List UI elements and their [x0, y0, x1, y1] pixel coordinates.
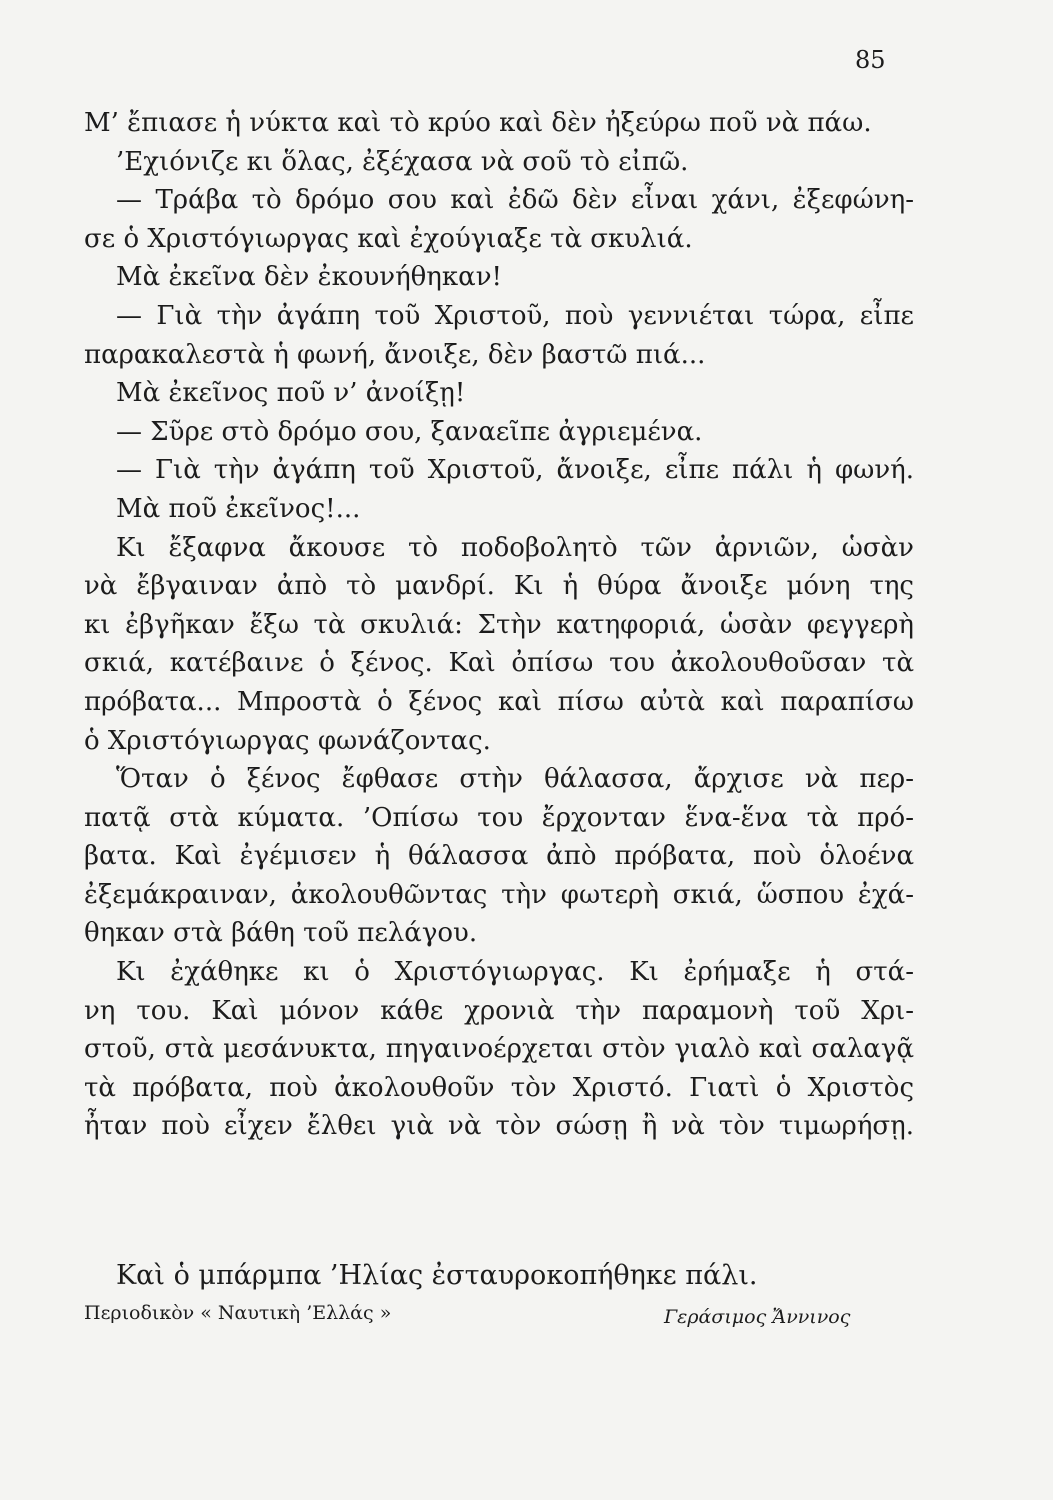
text-line: ἐξεμάκραιναν, ἀκολουθῶντας τὴν φωτερὴ σκιά, ὥσπου ἐχά-: [84, 879, 914, 910]
text-line: — Γιὰ τὴν ἀγάπη τοῦ Χριστοῦ, ἄνοιξε, εἶπε πάλι ἡ φωνή.: [116, 455, 914, 486]
source-citation: Περιοδικὸν « Ναυτικὴ ’Ελλάς »: [84, 1302, 392, 1324]
text-line: σε ὁ Χριστόγιωργας καὶ ἐχούγιαξε τὰ σκυλιά.: [84, 223, 693, 254]
text-line: κι ἐβγῆκαν ἔξω τὰ σκυλιά: Στὴν κατηφοριά, ὡσὰν φεγγερὴ: [84, 609, 914, 640]
text-line: νὰ ἔβγαιναν ἀπὸ τὸ μανδρί. Κι ἡ θύρα ἄνοιξε μόνη της: [84, 571, 914, 602]
text-line: Κι ἔξαφνα ἄκουσε τὸ ποδοβολητὸ τῶν ἀρνιῶν, ὡσὰν: [116, 532, 914, 563]
text-line: στοῦ, στὰ μεσάνυκτα, πηγαινοέρχεται στὸν γιαλὸ καὶ σαλαγᾷ: [84, 1034, 914, 1065]
page-number: 85: [855, 46, 886, 74]
text-line: Μὰ ἐκεῖνος ποῦ ν’ ἀνοίξῃ!: [116, 378, 466, 409]
text-line: βατα. Καὶ ἐγέμισεν ἡ θάλασσα ἀπὸ πρόβατα, ποὺ ὁλοένα: [84, 841, 914, 872]
text-line: σκιά, κατέβαινε ὁ ξένος. Καὶ ὀπίσω του ἀκολουθοῦσαν τὰ: [84, 648, 914, 679]
text-line: Μὰ ἐκεῖνα δὲν ἐκουνήθηκαν!: [116, 262, 502, 293]
text-line: ὁ Χριστόγιωργας φωνάζοντας.: [84, 725, 491, 756]
text-line: — Σῦρε στὸ δρόμο σου, ξαναεῖπε ἀγριεμένα.: [116, 416, 703, 447]
author-name: Γεράσιμος Ἄννινος: [664, 1306, 851, 1328]
text-line: Μὰ ποῦ ἐκεῖνος!...: [116, 493, 361, 524]
text-line: ’Εχιόνιζε κι ὅλας, ἐξέχασα νὰ σοῦ τὸ εἰπῶ.: [116, 146, 689, 177]
closing-line: Καὶ ὁ μπάρμπα ’Ηλίας ἐσταυροκοπήθηκε πάλι.: [116, 1260, 758, 1291]
text-line: Μ’ ἔπιασε ἡ νύκτα καὶ τὸ κρύο καὶ δὲν ἠξεύρω ποῦ νὰ πάω.: [84, 108, 872, 138]
text-line: πατᾷ στὰ κύματα. ’Οπίσω του ἔρχονταν ἕνα-ἕνα τὰ πρό-: [84, 802, 914, 833]
text-line: θηκαν στὰ βάθη τοῦ πελάγου.: [84, 918, 478, 949]
text-line: — Γιὰ τὴν ἀγάπη τοῦ Χριστοῦ, ποὺ γεννιέται τώρα, εἶπε: [116, 300, 914, 331]
text-line: ἦταν ποὺ εἶχεν ἔλθει γιὰ νὰ τὸν σώσῃ ἢ νὰ τὸν τιμωρήσῃ.: [84, 1111, 914, 1142]
text-line: νη του. Καὶ μόνον κάθε χρονιὰ τὴν παραμονὴ τοῦ Χρι-: [84, 995, 914, 1026]
text-line: — Τράβα τὸ δρόμο σου καὶ ἐδῶ δὲν εἶναι χάνι, ἐξεφώνη-: [116, 185, 914, 216]
text-line: πρόβατα... Μπροστὰ ὁ ξένος καὶ πίσω αὐτὰ καὶ παραπίσω: [84, 686, 914, 717]
story-text: [84, 104, 914, 1146]
text-line: Ὅταν ὁ ξένος ἔφθασε στὴν θάλασσα, ἄρχισε νὰ περ-: [116, 764, 914, 795]
text-line: τὰ πρόβατα, ποὺ ἀκολουθοῦν τὸν Χριστό. Γιατὶ ὁ Χριστὸς: [84, 1072, 914, 1103]
text-line: παρακαλεστὰ ἡ φωνή, ἄνοιξε, δὲν βαστῶ πιά...: [84, 339, 706, 370]
text-line: Κι ἐχάθηκε κι ὁ Χριστόγιωργας. Κι ἐρήμαξε ἡ στά-: [116, 957, 914, 988]
